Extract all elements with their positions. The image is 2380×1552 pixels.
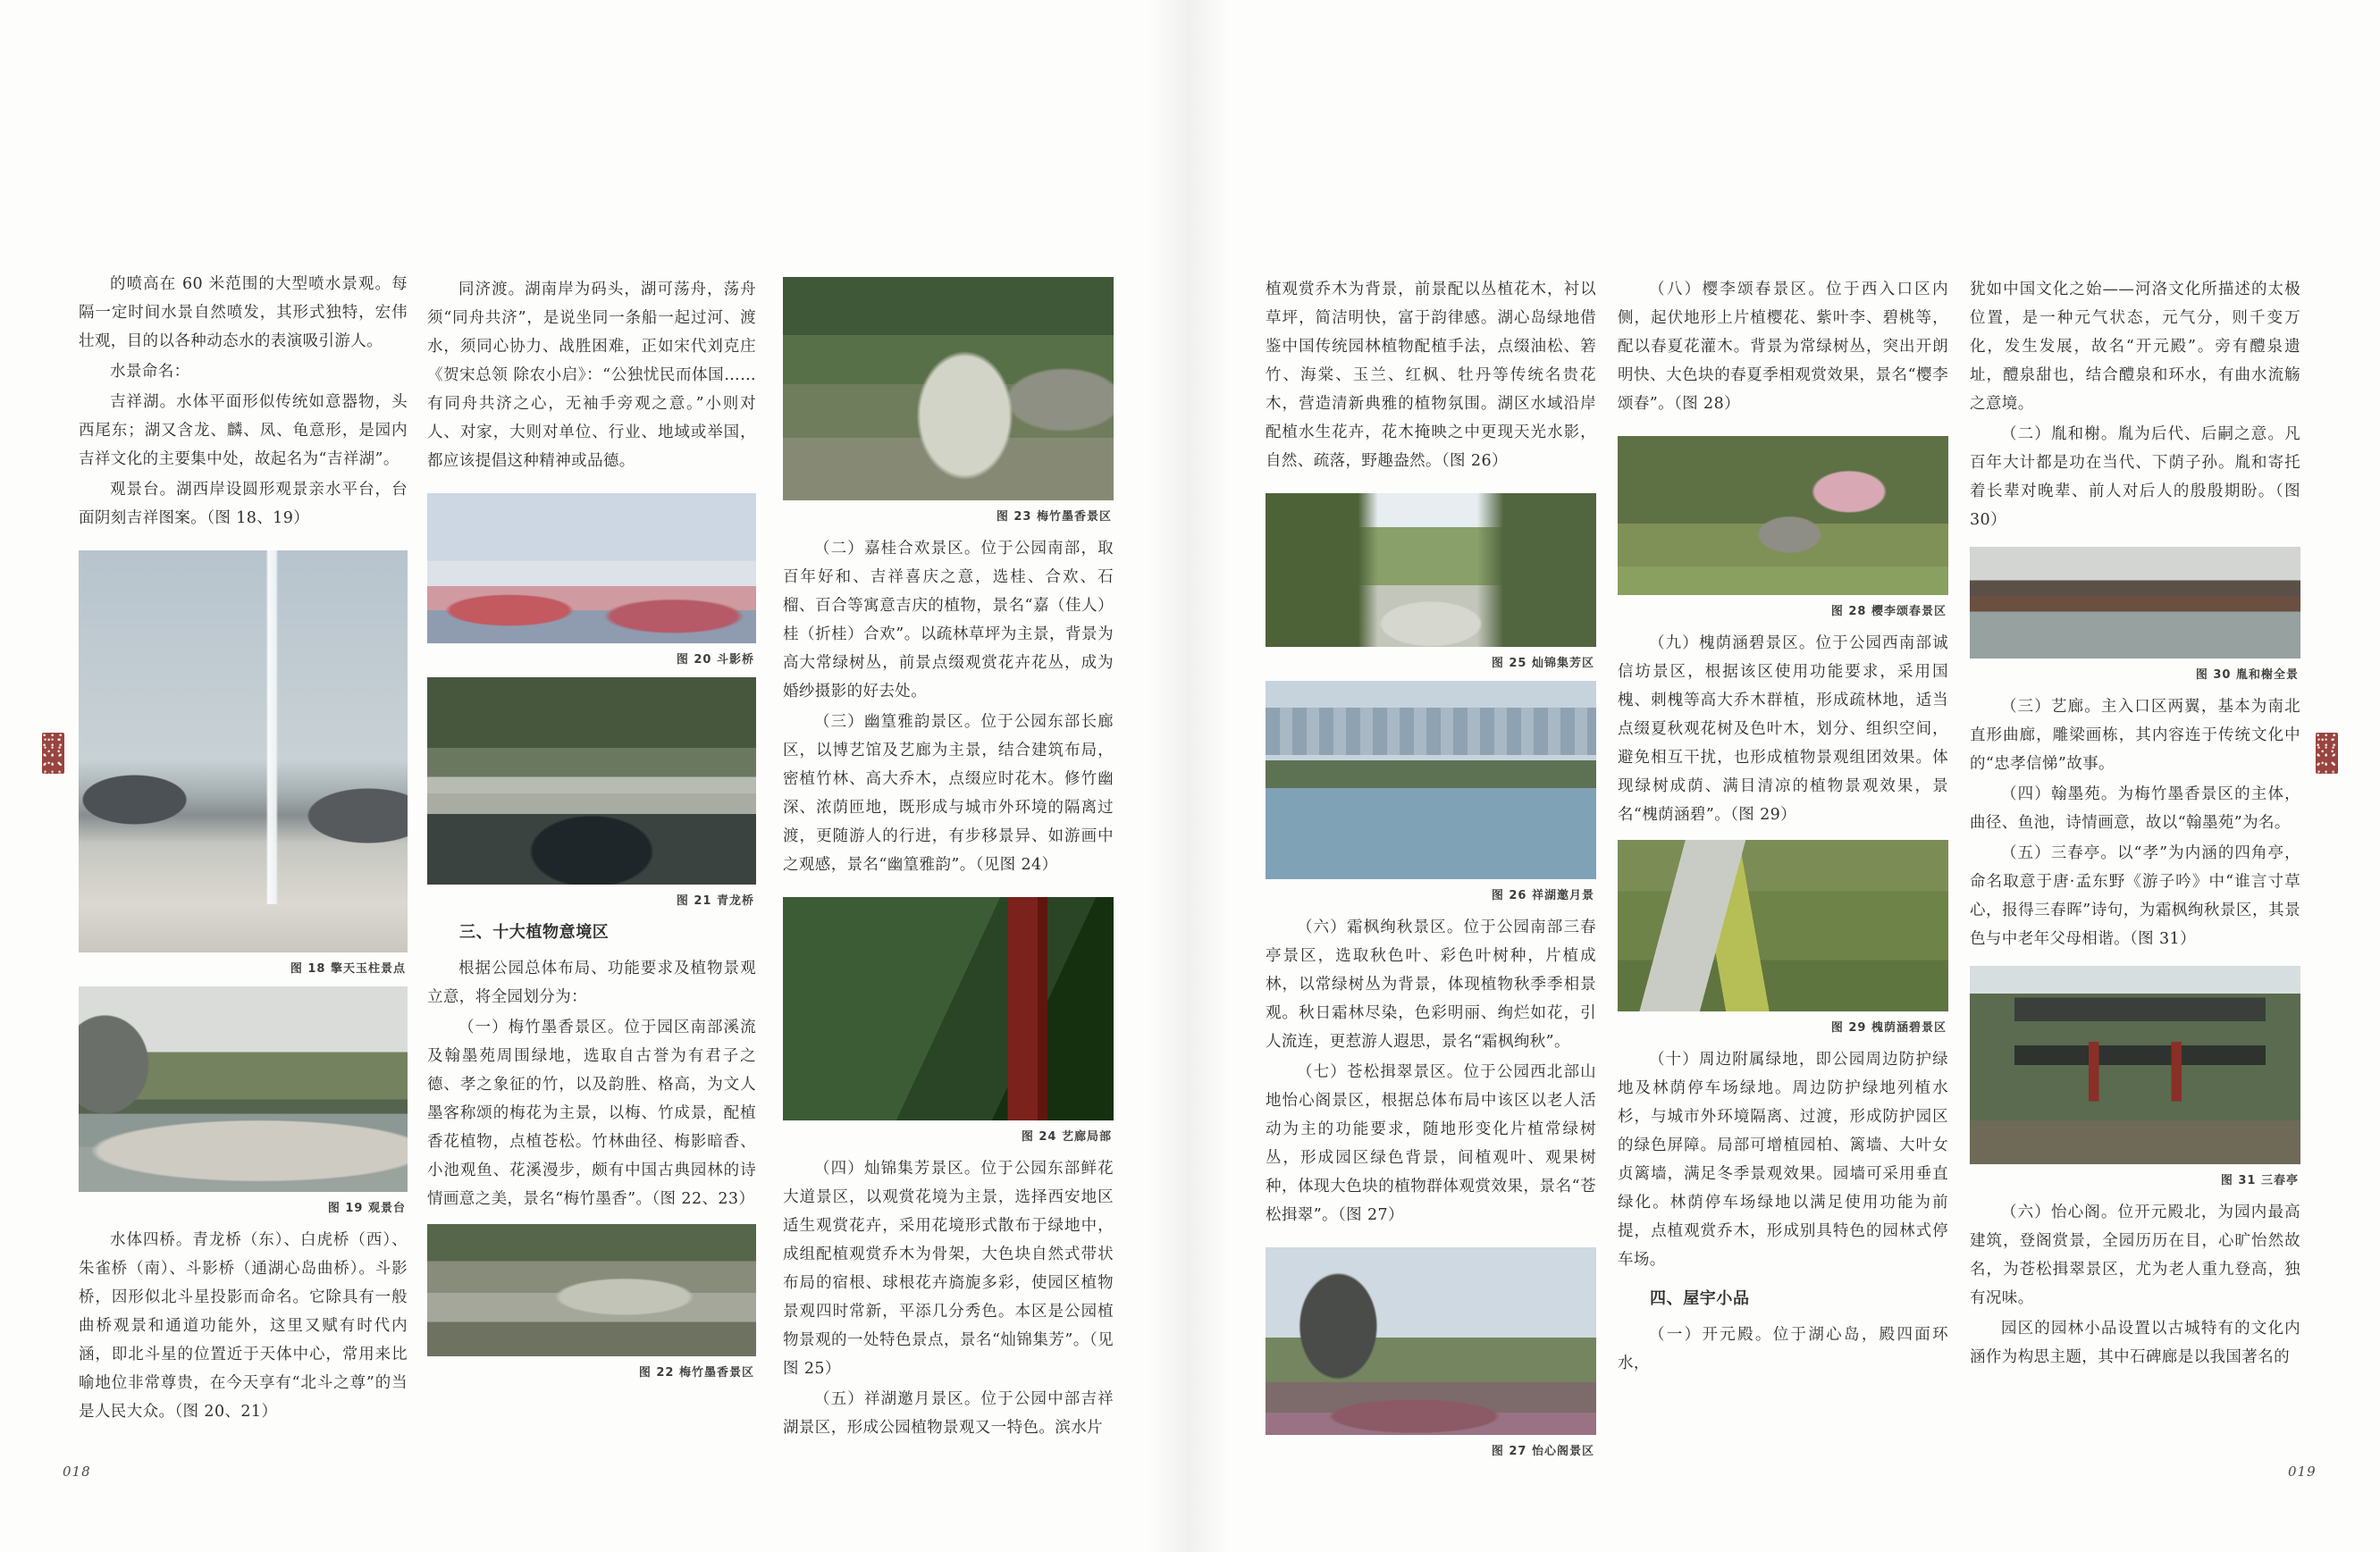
- paragraph-yixinge: （六）怡心阁。位开元殿北，为园内最高建筑，登阁赏景，全园历历在目，心旷怡然故名，为苍松揖翠景区，尤为老人重九登高，独有况味。: [1970, 1204, 2300, 1307]
- fig-24-caption: 图 24 艺廊局部: [1021, 1130, 1112, 1144]
- section-heading-ten-plant-zones: 三、十大植物意境区: [459, 923, 610, 942]
- paragraph-jixiang-lake: 吉祥湖。水体平面形似传统如意器物，头西尾东；湖又含龙、麟、凤、龟意形，是园内吉祥文化的主要集中处，故起名为“吉祥湖”。: [79, 393, 408, 468]
- fig-31-caption: 图 31 三春亭: [2220, 1174, 2299, 1187]
- section-heading-garden-structures: 四、屋宇小品: [1650, 1289, 1750, 1308]
- left-page-column-1: [79, 270, 408, 1428]
- fig-30-caption: 图 30 胤和榭全景: [2195, 668, 2299, 682]
- paragraph-fountain: 的喷高在 60 米范围的大型喷水景观。每隔一定时间水景自然喷发，其形式独特，宏伟壮观，目的以各种动态水的表演吸引游人。: [79, 275, 408, 350]
- fig-31-sanchun-pavilion-photo: [1970, 966, 2300, 1164]
- fig-26-caption: 图 26 祥湖邀月景: [1491, 889, 1594, 902]
- fig-23-stream-photo: [783, 277, 1114, 500]
- paragraph-tongjidu: 同济渡。湖南岸为码头，湖可荡舟，荡舟须“同舟共济”，是说坐同一条船一起过河、渡水，须同心协力、战胜困难，正如宋代刘克庄《贺宋总领 除农小启》：“公独忧民而体国……有同舟共济之心，无袖手旁观之意。”小则对人、对家，大则对单位、行业、地域或举国，都应该提倡这种精神或品德。: [427, 281, 756, 470]
- figure-21: [427, 677, 756, 908]
- paragraph-zone-5-continued: 植观赏乔木为背景，前景配以丛植花木，衬以草坪，简洁明快，富于韵律感。湖心岛绿地借鉴中国传统园林植物配植手法，点缀油松、箬竹、海棠、玉兰、红枫、牡丹等传统名贵花木，营造清新典雅的植物氛围。湖区水域沿岸配植水生花卉，花木掩映之中更现天光水影，自然、疏落，野趣盎然。（图 26）: [1266, 281, 1596, 470]
- fig-22-caption: 图 22 梅竹墨香景区: [638, 1366, 754, 1380]
- fig-22-rocky-stream-photo: [427, 1224, 756, 1356]
- left-page-number: 018: [63, 1464, 91, 1480]
- fig-26-lake-skyline-photo: [1266, 681, 1596, 879]
- figure-29: [1618, 840, 1948, 1035]
- paragraph-kaiyuan-hall-continued: 犹如中国文化之始——河洛文化所描述的太极位置，是一种元气状态，元气分，则千变万化，发生发展，故名“开元殿”。旁有醴泉遗址，醴泉甜也，结合醴泉和环水，有曲水流觞之意境。: [1970, 281, 2300, 413]
- paragraph-kaiyuan-hall-start: （一）开元殿。位于湖心岛，殿四面环水，: [1618, 1326, 1948, 1372]
- figure-19: [79, 986, 408, 1215]
- paragraph-hanmoyuan: （四）翰墨苑。为梅竹墨香景区的主体，曲径、鱼池，诗情画意，故以“翰墨苑”为名。: [1970, 785, 2300, 832]
- figure-27: [1266, 1247, 1596, 1458]
- fig-20-misty-bridge-photo: [427, 493, 756, 643]
- paragraph-yilang: （三）艺廊。主入口区两翼，基本为南北直形曲廊，雕梁画栋，其内容连于传统文化中的“忠孝信悌”故事。: [1970, 698, 2300, 773]
- fig-28-caption: 图 28 樱李颂春景区: [1830, 605, 1947, 618]
- paragraph-zone-3-youhuang-yayun: （三）幽篁雅韵景区。位于公园东部长廊区，以博艺馆及艺廊为主景，结合建筑布局，密植竹林、高大乔木，点缀应时花木。修竹幽深、浓荫匝地，既形成与城市外环境的隔离过渡，更随游人的行进，有步移景异、如游画中之观感，景名“幽篁雅韵”。（见图 24）: [783, 713, 1114, 874]
- right-page-column-3: [1970, 275, 2300, 1373]
- fig-19-caption: 图 19 观景台: [327, 1202, 406, 1215]
- right-margin-seal-stamp: [2316, 733, 2338, 774]
- figure-24: [783, 897, 1114, 1144]
- right-page-column-2: [1618, 275, 1948, 1380]
- figure-18: [79, 550, 408, 976]
- figure-22: [427, 1224, 756, 1380]
- fig-19-platform-photo: [79, 986, 408, 1192]
- fig-29-caption: 图 29 槐荫涵碧景区: [1830, 1021, 1947, 1035]
- fig-18-caption: 图 18 擎天玉柱景点: [290, 962, 406, 976]
- fig-25-flower-path-photo: [1266, 493, 1596, 647]
- fig-24-gallery-bamboo-photo: [783, 897, 1114, 1120]
- paragraph-zone-7-cangsong-yicui: （七）苍松揖翠景区。位于公园西北部山地怡心阁景区，根据总体布局中该区以老人活动为主的功能要求，随地形变化片植常绿树丛，形成园区绿色背景，间植观叶、观果树种，体现大色块的植物群体观赏效果，景名“苍松揖翠”。（图 27）: [1266, 1063, 1596, 1224]
- paragraph-zone-4-canjin-jifang: （四）灿锦集芳景区。位于公园东部鲜花大道景区，以观赏花境为主景，选择西安地区适生观赏花卉，采用花境形式散布于绿地中，成组配植观赏乔木为骨架，大色块自然式带状布局的宿根、球根花卉旖旎多彩，使园区植物景观四时常新，平添几分秀色。本区是公园植物景观的一处特色景点，景名“灿锦集芳”。（见图 25）: [783, 1160, 1114, 1378]
- paragraph-sanchunting: （五）三春亭。以“孝”为内涵的四角亭，命名取意于唐·孟东野《游子吟》中“谁言寸草心，报得三春晖”诗句，为霜枫绚秋景区，其景色与中老年父母相谐。（图 31）: [1970, 844, 2300, 948]
- paragraph-zone-8-yingli-songchun: （八）樱李颂春景区。位于西入口区内侧，起伏地形上片植樱花、紫叶李、碧桃等，配以春夏花灌木。背景为常绿树丛，突出开朗明快、大色块的春夏季相观赏效果，景名“樱李颂春”。（图 28）: [1618, 281, 1948, 413]
- paragraph-four-bridges: 水体四桥。青龙桥（东）、白虎桥（西）、朱雀桥（南）、斗影桥（通湖心岛曲桥）。斗影桥，因形似北斗星投影而命名。它除具有一般曲桥观景和通道功能外，这里又赋有时代内涵，即北斗星的位置近于天体中心，常用来比喻地位非常尊贵，在今天享有“北斗之尊”的当是人民大众。（图 20、21）: [79, 1231, 408, 1421]
- figure-20: [427, 493, 756, 667]
- right-page-column-1: [1266, 275, 1596, 1469]
- paragraph-yinhexie: （二）胤和榭。胤为后代、后嗣之意。凡百年大计都是功在当代、下荫子孙。胤和寄托着长辈对晚辈、前人对后人的殷殷期盼。（图 30）: [1970, 425, 2300, 529]
- paragraph-stone-stele-gallery: 园区的园林小品设置以古城特有的文化内涵作为构思主题，其中石碑廊是以我国著名的: [1970, 1320, 2300, 1366]
- paragraph-zone-1-meizhumoxiang: （一）梅竹墨香景区。位于园区南部溪流及翰墨苑周围绿地，选取自古誉为有君子之德、孝之象征的竹，以及韵胜、格高，为文人墨客称颂的梅花为主景，以梅、竹成景，配植香花植物，点植苍松。竹林曲径、梅影暗香、小池观鱼、花溪漫步，颇有中国古典园林的诗情画意之美，景名“梅竹墨香”。（图 22、23）: [427, 1019, 756, 1208]
- fig-20-caption: 图 20 斗影桥: [676, 653, 754, 667]
- fig-23-caption: 图 23 梅竹墨香景区: [996, 510, 1112, 524]
- fig-27-pagoda-garden-photo: [1266, 1247, 1596, 1435]
- fig-28-spring-blossom-photo: [1618, 436, 1948, 595]
- figure-23: [783, 277, 1114, 524]
- left-page-column-3: [783, 277, 1114, 1444]
- figure-30: [1970, 547, 2300, 682]
- fig-18-fountain-photo: [79, 550, 408, 952]
- figure-26: [1266, 681, 1596, 902]
- fig-29-winding-path-photo: [1618, 840, 1948, 1011]
- paragraph-viewing-platform: 观景台。湖西岸设圆形观景亲水平台，台面阴刻吉祥图案。（图 18、19）: [79, 481, 408, 527]
- paragraph-zone-6-shuangfeng-xuanqiu: （六）霜枫绚秋景区。位于公园南部三春亭景区，选取秋色叶、彩色叶树种，片植成林，以常绿树丛为背景，体现植物秋季季相景观。秋日霜林尽染，色彩明丽、绚烂如花，引人流连，更惹游人遐思，景名“霜枫绚秋”。: [1266, 919, 1596, 1051]
- figure-25: [1266, 493, 1596, 670]
- left-margin-seal-stamp: [42, 733, 64, 774]
- spread-gutter-shadow: [1148, 0, 1229, 1552]
- figure-28: [1618, 436, 1948, 618]
- right-page-number: 019: [2288, 1464, 2317, 1480]
- left-page-column-2: [427, 275, 756, 1390]
- fig-21-arch-bridge-photo: [427, 677, 756, 885]
- paragraph-zones-intro: 根据公园总体布局、功能要求及植物景观立意，将全园划分为：: [427, 960, 756, 1006]
- figure-31: [1970, 966, 2300, 1187]
- fig-25-caption: 图 25 灿锦集芳区: [1491, 657, 1594, 670]
- fig-30-waterside-pavilion-photo: [1970, 547, 2300, 659]
- paragraph-zone-9-huaiyin-hanbi: （九）槐荫涵碧景区。位于公园西南部诚信坊景区，根据该区使用功能要求，采用国槐、刺槐等高大乔木群植，形成疏林地，适当点缀夏秋观花树及色叶木，划分、组织空间，避免相互干扰，也形成植物景观组团效果。体现绿树成荫、满目清凉的植物景观效果，景名“槐荫涵碧”。（图 29）: [1618, 634, 1948, 824]
- paragraph-zone-5-start: （五）祥湖邀月景区。位于公园中部吉祥湖景区，形成公园植物景观又一特色。滨水片: [783, 1390, 1114, 1437]
- fig-27-caption: 图 27 怡心阁景区: [1491, 1445, 1594, 1458]
- paragraph-zone-2-jiagui-hehuan: （二）嘉桂合欢景区。位于公园南部，取百年好和、吉祥喜庆之意，选桂、合欢、石榴、百合等寓意吉庆的植物，景名“嘉（佳人）桂（折桂）合欢”。以疏林草坪为主景，背景为高大常绿树丛，前景点缀观赏花卉花丛，成为婚纱摄影的好去处。: [783, 540, 1114, 700]
- paragraph-water-naming-lead: 水景命名：: [110, 363, 190, 381]
- fig-21-caption: 图 21 青龙桥: [676, 894, 754, 908]
- paragraph-zone-10-perimeter-green: （十）周边附属绿地，即公园周边防护绿地及林荫停车场绿地。周边防护绿地列植水杉，与城市外环境隔离、过渡，形成防护园区的绿色屏障。局部可增植园柏、篱墙、大叶女贞篱墙，满足冬季景观效果。园墙可采用垂直绿化。林荫停车场绿地以满足使用功能为前提，点植观赏乔木，形成别具特色的园林式停车场。: [1618, 1051, 1948, 1269]
